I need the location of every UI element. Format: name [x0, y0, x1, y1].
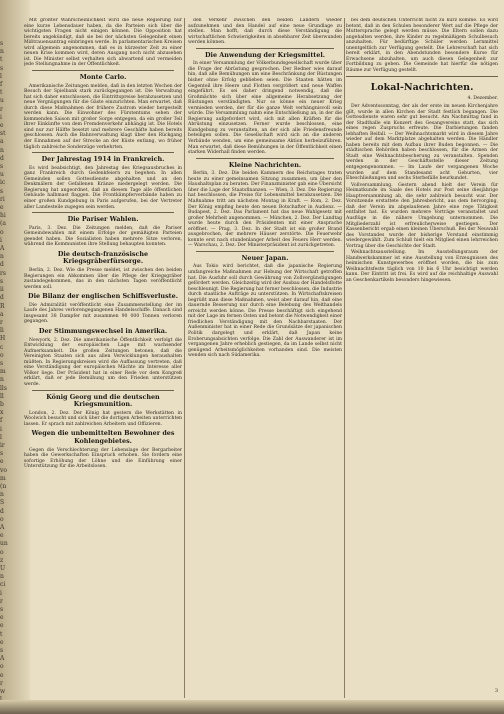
margin-fragment: lls	[0, 384, 7, 392]
margin-fragment: e	[0, 204, 4, 212]
margin-fragment: s	[0, 606, 4, 614]
margin-fragment: e	[0, 671, 4, 679]
divider	[196, 158, 334, 159]
margin-fragment: s	[0, 40, 4, 47]
article-text: Berlin, 2. Dez. Wie die Presse meldet, ist zwischen den beiden Regierungen ein Abkommen über die Pflege der Kriegsgräber zustandegekommen, das in den nächsten Tagen veröffentlicht werden soll.	[24, 268, 182, 290]
article-text: London, 2. Dez. Der König hat gestern die Werkstätten in Woolwich besucht und sich über die dortigen Arbeiten unterrichten lassen. Er sprach mit zahlreichen Arbeitern und Offizieren.	[24, 410, 182, 427]
margin-fragment: A	[0, 655, 5, 663]
margin-fragment: c	[0, 343, 4, 351]
headline: Die Anwendung der Kriegsmittel.	[205, 50, 325, 59]
article-text: Amerikanische Zeitungen melden, daß in den letzten Wochen der Besuch der Spielbank stark zurückgegangen ist. Die Verwaltung hat sich daher entschlossen, die Eintrittspreise herabzusetzen und neue Vergnügungen für die Gäste einzurichten. Man erwartet, daß durch diese Maßnahmen der frühere Zustrom wieder hergestellt werden kann. Die Einwohner des Fürstentums sehen der kommenden Saison mit großer Sorge entgegen, da ein großer Teil ihrer Einkünfte von dem Fremdenverkehr abhängig ist. Die Hotels sind nur zur Hälfte besetzt und mehrere Geschäfte haben bereits geschlossen. Auch die Bahnverwaltung klagt über den Rückgang der Einnahmen auf der Strecke an der Küste entlang, wo früher täglich zahlreiche Sonderzüge verkehrten.	[24, 83, 182, 150]
page-number: 3	[494, 688, 498, 694]
column-left	[24, 18, 182, 700]
margin-fragment: t	[0, 89, 3, 97]
divider	[32, 390, 174, 391]
article-text: Berlin, 3. Dez. Die beiden Kammern des Reichstages traten heute zu einer gemeinsamen Sitzung zusammen, um über den Haushaltsplan zu beraten. Der Finanzminister gab eine Übersicht über die Lage der Staatsfinanzen. — Wien, 3. Dez. Die Regierung hat beschlossen, die Preise für Lebensmittel herabzusetzen. Die Maßnahme tritt am nächsten Montag in Kraft. — Rom, 2. Dez. Der König empfing heute den neuen Botschafter in Audienz. — Budapest, 2. Dez. Das Parlament hat das neue Wahlgesetz mit großer Mehrheit angenommen. — München, 2. Dez. Der Landtag wurde heute durch den Präsidenten mit einer Ansprache eröffnet. — Prag, 3. Dez. In der Stadt ist ein großer Brand ausgebrochen, der mehrere Häuser zerstörte. Die Feuerwehr konnte erst nach stundenlanger Arbeit des Feuers Herr werden. — Warschau, 2. Dez. Der Ministerpräsident ist zurückgetreten.	[188, 171, 342, 249]
margin-fragment: li	[0, 327, 4, 335]
column-middle	[188, 18, 342, 700]
margin-fragment: o	[0, 663, 4, 671]
margin-fragment: s	[0, 64, 4, 72]
margin-fragment: i	[0, 425, 2, 433]
margin-fragment: n	[0, 491, 4, 499]
margin-fragment: f	[0, 417, 3, 425]
article-text: Vollversammlung. Gestern abend hielt der Verein für Heimatkunde im Saale des Hotels zur Post seine diesjährige Hauptversammlung ab, die sehr zahlreich besucht war. Der Vorsitzende erstattete den Jahresbericht, aus dem hervorging, daß der Verein im abgelaufenen Jahre eine rege Tätigkeit entfaltet hat. Es wurden mehrere Vorträge veranstaltet und Ausflüge in die nähere Umgebung unternommen. Die Mitgliederzahl ist erfreulicherweise gestiegen. Der Kassenbericht ergab einen kleinen Überschuß. Bei der Neuwahl des Vorstandes wurde der bisherige Vorstand einstimmig wiedergewählt. Zum Schluß hielt ein Mitglied einen lehrreichen Vortrag über die Geschichte der Stadt.	[346, 182, 498, 249]
margin-fragment: n	[0, 573, 4, 581]
margin-fragment: r	[0, 679, 3, 687]
margin-fragment: r	[0, 318, 3, 326]
divider	[196, 251, 334, 252]
margin-fragment: n	[0, 146, 4, 154]
headline: Wegen die unbemittelten Bewohner des Kohlengebietes.	[31, 429, 175, 445]
headline: Kleine Nachrichten.	[228, 160, 302, 169]
margin-fragment: S	[0, 499, 5, 507]
margin-fragment: u	[0, 171, 4, 179]
article-text: bei dem deutschen Unterricht nicht zu kurz komme. Es wird betont, daß in den Schulen besonderer Wert auf die Pflege der Muttersprache gelegt werden müsse. Die Eltern sollen dazu angehalten werden, ihre Kinder zu regelmäßigem Schulbesuch anzuhalten. Für bedürftige Schüler werden Lernmittel unentgeltlich zur Verfügung gestellt. Die Lehrerschaft hat sich bereit erklärt, in den Abendstunden besondere Kurse für Erwachsene abzuhalten, um auch diesen Gelegenheit zur Fortbildung zu geben. Die Gemeinde hat hierfür die nötigen Räume zur Verfügung gestellt.	[346, 18, 498, 73]
headline: König Georg und die deutschen Kriegsmunition.	[46, 392, 160, 409]
margin-fragment: ii	[0, 286, 4, 294]
article-text: Mit größter Wahrscheinlichkeit wird die neue Regierung nur eine kurze Lebensdauer haben, da die Parteien sich über die wichtigsten Fragen nicht einigen können. Die Opposition hat bereits angekündigt, daß sie bei der nächsten Gelegenheit einen Mißtrauensantrag einbringen werde. In parlamentarischen Kreisen wird allgemein angenommen, daß es in kürzester Zeit zu einer neuen Krise kommen wird, deren Ausgang noch nicht abzusehen ist. Die Minister selbst verhalten sich abwartend und vermeiden jede Stellungnahme in der Öffentlichkeit.	[24, 18, 182, 68]
margin-fragment: H	[0, 335, 6, 343]
margin-fragment: ri	[0, 195, 5, 203]
margin-fragment: d	[0, 507, 4, 515]
headline: Die deutsch-französische Kriegsgräberfürsorge.	[57, 249, 149, 266]
margin-fragment: m	[0, 368, 6, 376]
headline: Die Pariser Wahlen.	[67, 215, 139, 224]
margin-fragment: rs	[0, 269, 6, 277]
margin-fragment: n	[0, 48, 4, 56]
article-text: Weihnachtsausstellung. Im Ausstellungsraum der Handwerkskammer ist eine Ausstellung von Erzeugnissen des heimischen Kunstgewerbes eröffnet worden, die bis zum Weihnachtsfeste täglich von 10 bis 6 Uhr besichtigt werden kann. Der Eintritt ist frei. Es wird auf die reichhaltige Auswahl an Geschenkartikeln besonders hingewiesen.	[346, 250, 498, 283]
margin-fragment: e	[0, 532, 4, 540]
article-text: den Verkehr zwischen den beiden Ländern wieder aufzunehmen und den Handel auf eine neue Grundlage zu stellen. Man hofft, daß durch diese Verständigung die wirtschaftlichen Schwierigkeiten in absehbarer Zeit überwunden werden können.	[188, 18, 342, 46]
margin-fragment: e	[0, 122, 4, 130]
article-text: In einer Versammlung der Völkerbundsgesellschaft wurde über die Frage der Abrüstung gesprochen. Der Redner wies darauf hin, daß alle Bemühungen um eine Beschränkung der Rüstungen bisher ohne Erfolg geblieben seien. Die Staaten hätten im Gegenteil ihre Heere und Flotten vergrößert und neue Waffen eingeführt. Es sei daher dringend notwendig, daß die Großmächte sich über eine allgemeine Herabsetzung der Rüstungen verständigten. Nur so könne ein neuer Krieg vermieden werden, der für die ganze Welt verhängnisvoll sein würde. Die Versammlung nahm eine Entschließung an, in der die Regierung aufgefordert wird, sich mit allen Kräften für die Abrüstung einzusetzen. Ferner wurde beschlossen, eine Kundgebung zu veranstalten, an der sich alle Friedensfreunde beteiligen sollen. Die Gesellschaft wird sich an die anderen Verbände wenden, um eine gemeinsame Aktion herbeizuführen. Man erwartet, daß diese Bemühungen in der Öffentlichkeit einen starken Widerhall finden werden.	[188, 61, 342, 156]
headline: Monte Carlo.	[79, 72, 127, 81]
section-title-lokal-nachrichten: Lokal-Nachrichten.	[370, 82, 474, 94]
margin-fragment: b	[0, 400, 4, 408]
article-text: Newyork, 2. Dez. Die amerikanische Öffentlichkeit verfolgt die Entwicklung der europäischen Lage mit wachsender Aufmerksamkeit. Die großen Zeitungen betonen, daß die Vereinigten Staaten sich aus allen Verwicklungen heraushalten müßten. In Regierungskreisen wird die Auffassung vertreten, daß eine Verständigung der europäischen Mächte im Interesse aller Völker liege. Der Präsident hat in einer Rede vor dem Kongreß erklärt, daß er jede Bemühung um den Frieden unterstützen werde.	[24, 337, 182, 387]
margin-fragment: R	[0, 302, 5, 310]
margin-fragment: o	[0, 228, 4, 236]
headline: Die Bilanz der englischen Schiffsverluste.	[28, 292, 178, 301]
margin-fragment: hi	[0, 212, 6, 220]
previous-page-margin	[0, 40, 22, 704]
margin-fragment: l	[0, 72, 2, 80]
headline: Der Stimmungswechsel in Amerika.	[38, 326, 168, 335]
margin-fragment: a	[0, 310, 4, 318]
margin-fragment: w	[0, 688, 6, 696]
margin-fragment: d	[0, 261, 4, 269]
margin-fragment: (a	[0, 220, 6, 228]
margin-fragment: s	[0, 647, 4, 655]
margin-fragment: s	[0, 277, 4, 285]
margin-fragment: r	[0, 105, 3, 113]
section-date: 4. Dezember.	[467, 96, 498, 102]
margin-fragment: n	[0, 376, 4, 384]
margin-fragment: st	[0, 130, 6, 138]
margin-fragment: ir	[0, 441, 5, 449]
margin-fragment: l	[0, 433, 2, 441]
margin-fragment: vo	[0, 466, 8, 474]
margin-fragment: i	[0, 236, 2, 244]
margin-fragment: m	[0, 474, 6, 482]
margin-fragment: t	[0, 56, 3, 64]
page-bottom-edge	[0, 700, 504, 714]
margin-fragment: z	[0, 556, 4, 564]
article-text: Die Admiralität veröffentlicht eine Zusammenstellung der im Laufe des Jahres verlorengegangenen Handelsschiffe. Danach sind insgesamt 38 Dampfer mit zusammen 90 000 Tonnen verloren gegangen.	[24, 302, 182, 325]
margin-fragment: r	[0, 597, 3, 605]
margin-fragment: n	[0, 253, 4, 261]
margin-fragment: i	[0, 589, 2, 597]
margin-fragment: A	[0, 245, 5, 253]
headline: Neuer Japan.	[241, 253, 289, 262]
divider	[32, 70, 174, 71]
margin-fragment: ll	[0, 392, 4, 400]
divider	[196, 48, 334, 49]
margin-fragment: A	[0, 523, 5, 531]
margin-fragment: d	[0, 154, 4, 162]
margin-fragment: un	[0, 540, 8, 548]
margin-fragment: s	[0, 450, 4, 458]
margin-fragment: (n	[0, 482, 7, 490]
margin-fragment: o	[0, 548, 4, 556]
margin-fragment: s	[0, 187, 4, 195]
margin-fragment: f	[0, 81, 3, 89]
article-text: Gegen die Verschlechterung der Lebenslage der Bergarbeiter haben die Gewerkschaften Einspruch erhoben. Sie fordern eine sofortige Erhöhung der Löhne und die Einführung einer Unterstützung für die Arbeitslosen.	[24, 447, 182, 470]
margin-fragment: s	[0, 163, 4, 171]
margin-fragment: o	[0, 515, 4, 523]
margin-fragment: x	[0, 409, 4, 417]
margin-fragment: d	[0, 294, 4, 302]
headline: Der Jahrestag 1914 in Frankreich.	[41, 155, 165, 164]
margin-fragment: a	[0, 138, 4, 146]
article-text: Es wird beabsichtigt, den Jahrestag des Kriegsausbruches in ganz Frankreich durch Gedenkfeiern zu begehen. In allen Gemeinden sollen Gottesdienste abgehalten und an den Denkmälern der Gefallenen Kränze niedergelegt werden. Die Regierung hat angeordnet, daß an diesem Tage alle öffentlichen Gebäude halbmast flaggen. Die Frontkämpferverbände haben zu einer großen Kundgebung in Paris aufgerufen, bei der Vertreter aller Landesteile zugegen sein werden.	[24, 165, 182, 210]
margin-fragment: u	[0, 97, 4, 105]
margin-fragment: s	[0, 359, 4, 367]
column-rule	[344, 18, 345, 698]
margin-fragment: e	[0, 458, 4, 466]
margin-fragment: e	[0, 638, 4, 646]
margin-fragment: e	[0, 622, 4, 630]
article-text: Aus Tokio wird berichtet, daß die japanische Regierung umfangreiche Maßnahmen zur Hebung der Wirtschaft getroffen hat. Die Ausfuhr soll durch Gewährung von Zollvergünstigungen gefördert werden. Gleichzeitig wird der Ausbau der Handelsflotte beschleunigt. Die Regierung hat ferner beschlossen, die Industrie durch staatliche Aufträge zu unterstützen. In Wirtschaftskreisen begrüßt man diese Maßnahmen, weist aber darauf hin, daß eine dauernde Besserung nur durch eine Belebung des Welthandels erreicht werden könne. Die Presse beschäftigt sich eingehend mit der Lage im fernen Osten und betont die Notwendigkeit einer friedlichen Verständigung mit den Nachbarstaaten. Der Außenminister hat in einer Rede die Grundsätze der japanischen Politik dargelegt und erklärt, daß Japan keine Eroberungsabsichten verfolge. Die Zahl der Auswanderer ist im vergangenen Jahre erheblich gestiegen, da im Lande selbst nicht genügend Arbeitsmöglichkeiten vorhanden sind. Die meisten wenden sich nach Südamerika.	[188, 264, 342, 359]
margin-fragment: U	[0, 565, 6, 572]
divider	[346, 76, 498, 77]
margin-fragment: ci	[0, 581, 6, 589]
column-right	[346, 18, 498, 700]
article-text: Paris, 3. Dez. Die Zeitungen melden, daß die Pariser Gemeindewahlen mit einem Erfolge der gemäßigten Parteien geendet haben. Die Sozialisten haben mehrere Sitze verloren, während die Kommunisten ihre Stellung behaupten konnten.	[24, 225, 182, 248]
column-rule	[184, 18, 185, 698]
divider	[32, 212, 174, 213]
margin-fragment: t	[0, 630, 3, 638]
margin-fragment: e	[0, 614, 4, 622]
divider	[32, 152, 174, 153]
article-text: Der Adventssonntag, der als der erste im neuen Kirchenjahre gilt, wurde in allen Kirchen der Stadt festlich begangen. Die Gottesdienste waren sehr gut besucht. Am Nachmittag fand in der Stadthalle ein Konzert des Gesangvereins statt, das sich eines regen Zuspruchs erfreute. Die Darbietungen fanden lebhaften Beifall. — Der Weihnachtsmarkt wird in diesem Jahre wieder auf dem Marktplatze abgehalten werden. Die Händler haben bereits mit dem Aufbau ihrer Buden begonnen. — Die städtischen Behörden haben beschlossen, für die Armen der Stadt eine Weihnachtsbescherung zu veranstalten. Spenden werden in der Geschäftsstelle dieser Zeitung entgegengenommen. — Im Laufe der vergangenen Woche wurden auf dem Standesamt acht Geburten, vier Eheschließungen und sechs Sterbefälle beurkundet.	[346, 104, 498, 182]
margin-fragment: o	[0, 351, 4, 359]
margin-fragment: i	[0, 113, 2, 121]
margin-fragment: ic	[0, 179, 6, 187]
